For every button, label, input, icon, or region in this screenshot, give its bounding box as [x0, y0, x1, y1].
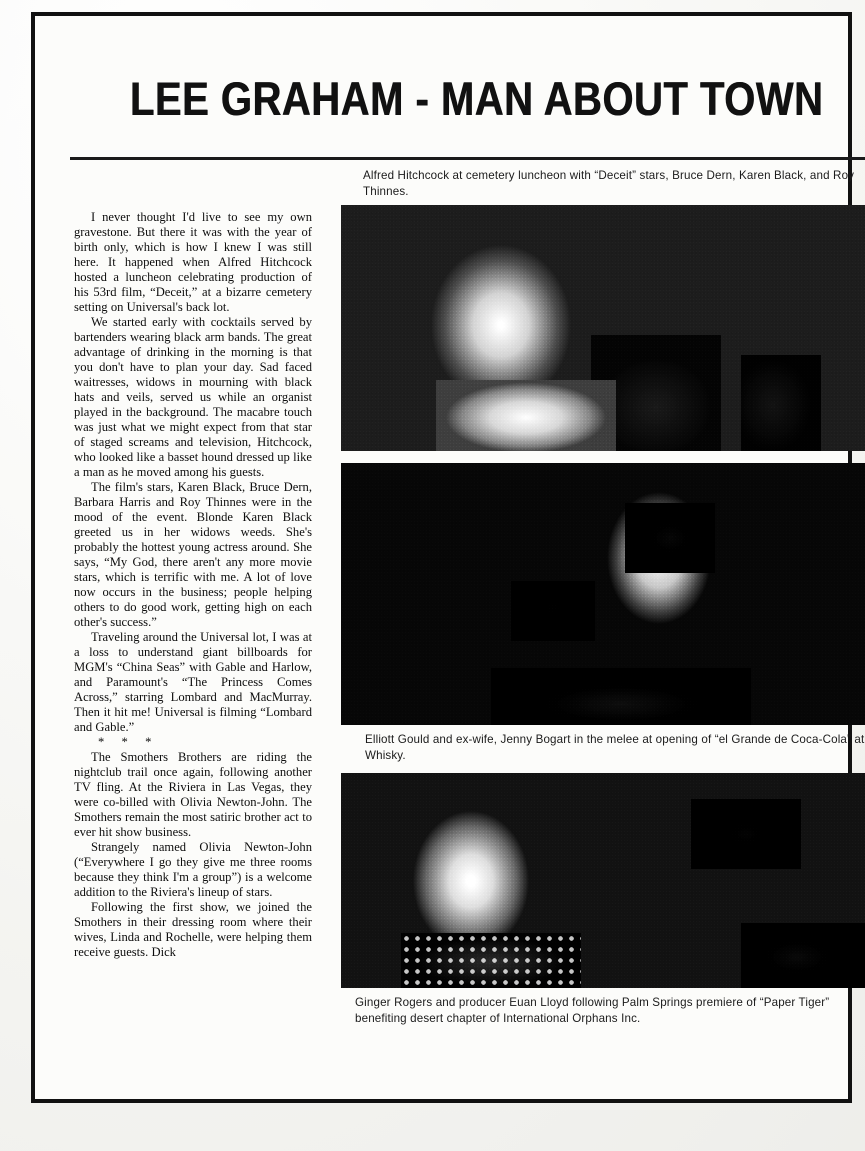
page-content — [70, 166, 865, 1119]
photo-region-dark — [511, 581, 595, 641]
photo-ginger-rogers — [341, 773, 865, 988]
photo-column — [341, 166, 865, 1026]
masthead — [70, 32, 865, 160]
article-paragraph: Following the first show, we joined the Smothers in their dressing room where their wives, Linda and Rochelle, were helping them receive guests. Dick — [74, 900, 312, 959]
photo-region-dark — [691, 799, 801, 869]
photo-gap — [341, 451, 865, 463]
photo-region-highlight — [436, 380, 616, 451]
photo-caption-hitchcock: Alfred Hitchcock at cemetery luncheon with “Deceit” stars, Bruce Dern, Karen Black, and Roy Thinnes. — [363, 169, 855, 198]
page-border-frame — [31, 12, 865, 1103]
photo-caption-ginger-rogers: Ginger Rogers and producer Euan Lloyd following Palm Springs premiere of “Paper Tiger” benefiting desert chapter of International Orphans Inc. — [355, 996, 830, 1025]
photo-caption-elliott-gould: Elliott Gould and ex-wife, Jenny Bogart in the melee at opening of “el Grande de Coca-Cola” at Whisky. — [365, 733, 865, 762]
page-title: LEE GRAHAM - MAN ABOUT TOWN — [129, 73, 824, 126]
photo-elliott-gould — [341, 463, 865, 725]
article-text-column — [74, 210, 312, 960]
photo-region-dark — [741, 355, 821, 451]
photo-region-dark — [741, 923, 865, 988]
photo-hitchcock — [341, 205, 865, 451]
section-divider-asterisks: * * * — [98, 735, 159, 749]
photo-region-dark — [625, 503, 715, 573]
article-paragraph: The film's stars, Karen Black, Bruce Dern, Barbara Harris and Roy Thinnes were in the mood of the event. Blonde Karen Black greeted us in her widows weeds. She's probably the hottest young actress around. She says, “My God, there aren't any more movie stars, which is terrific with me. A lot of love now occurs in the business; people helping others to do good work, getting high on each other's success.” — [74, 480, 312, 629]
article-paragraph: Strangely named Olivia Newton-John (“Everywhere I go they give me three rooms because they think I'm a group”) is a welcome addition to the Riviera's lineup of stars. — [74, 840, 312, 899]
article-paragraph: We started early with cocktails served by bartenders wearing black arm bands. The great advantage of drinking in the morning is that you don't have to plan your day. Sad faced waitresses, widows in mourning with black hats and veils, served us while an organist played in the background. The macabre touch was just what we might expect from that star of staged screams and television, Hitchcock, who looked like a basset hound dressed up like a man as he moved among his guests. — [74, 315, 312, 479]
photo-region-dark — [491, 668, 751, 725]
article-paragraph: The Smothers Brothers are riding the nightclub trail once again, following another TV fling. At the Riviera in Las Vegas, they were co-billed with Olivia Newton-John. The Smothers remain the most satiric brother act to ever hit show business. — [74, 750, 312, 839]
photo-gap — [341, 763, 865, 773]
article-paragraph: I never thought I'd live to see my own gravestone. But there it was with the year of birth only, which is how I knew I was still here. It happened when Alfred Hitchcock hosted a luncheon celebrating production of his 53rd film, “Deceit,” at a bizarre cemetery setting on Universal's back lot. — [74, 210, 312, 314]
article-paragraph: Traveling around the Universal lot, I was at a loss to understand giant billboards for MGM's “China Seas” with Gable and Harlow, and Paramount's “The Princess Comes Across,” starring Lombard and MacMurray. Then it hit me! Universal is filming “Lombard and Gable.” — [74, 630, 312, 734]
photo-region-pattern — [401, 933, 581, 988]
